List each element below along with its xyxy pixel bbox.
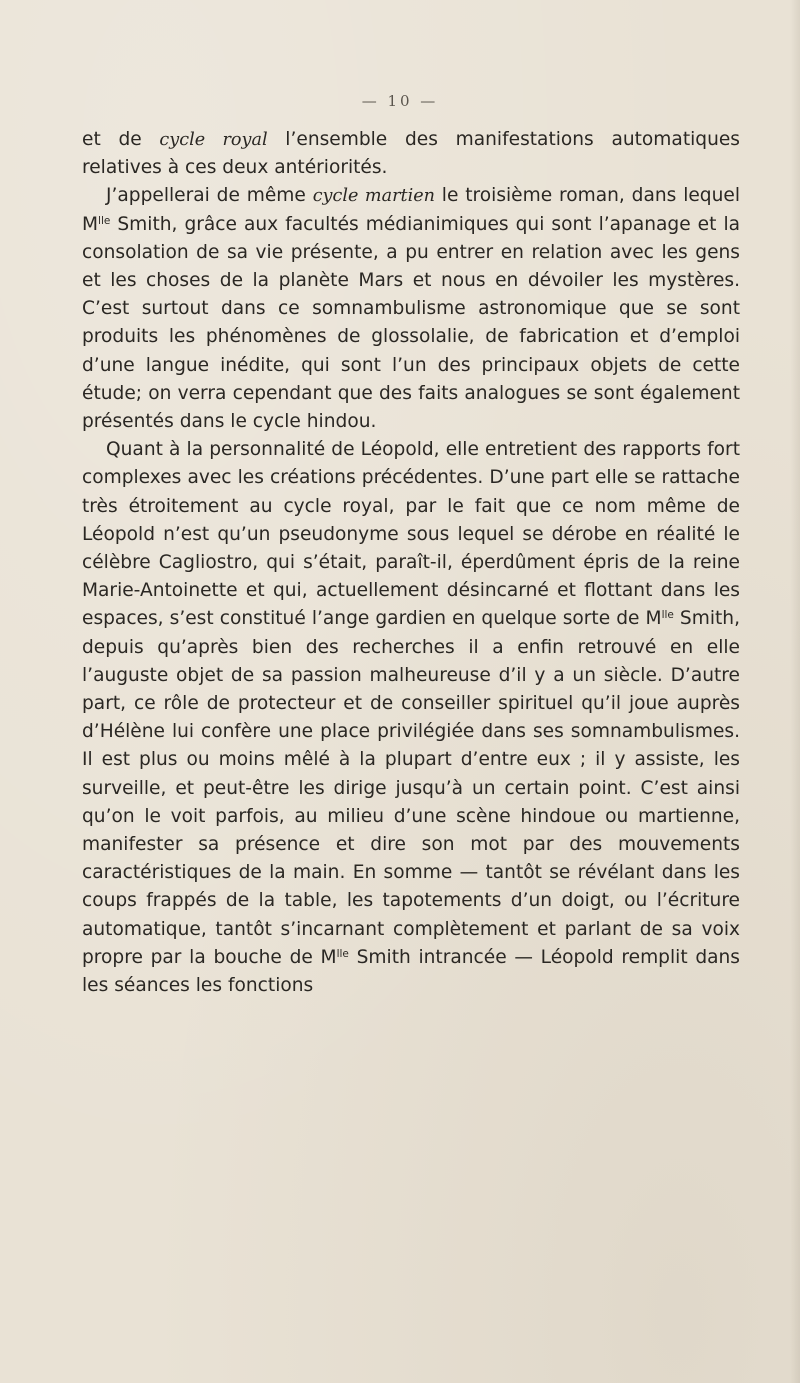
paragraph: [82, 182, 740, 436]
text-run: et de: [82, 129, 160, 150]
text-run: l’ensemble des manifestations automatiques relatives à ces deux antériorités.: [82, 129, 740, 179]
paragraph: [82, 126, 740, 182]
italic-term: cycle royal: [159, 130, 268, 150]
text-run: J’appellerai de même: [106, 185, 313, 207]
superscript-abbrev: lle: [98, 214, 111, 227]
page-edge-shadow: [790, 0, 800, 1383]
text-run: Smith intrancée — Léopold remplit dans les séances les fonctions: [82, 946, 740, 997]
superscript-abbrev: lle: [336, 947, 349, 960]
text-run: Smith, grâce aux facultés médianimiques qui sont l’apanage et la consolation de sa vie présente, a pu entrer en relation avec les gens et les choses de la planète Mars et nous en dévoiler les mystères. C’est surtout dans ce somnambulisme astronomique que se sont produits les phénomènes de glossolalie, de fabrication et d’emploi d’une langue inédite, qui sont l’un des principaux objets de cette étude; on verra cependant que des faits analogues se sont également présentés dans le cycle hindou.: [82, 213, 740, 433]
text-run: Smith, depuis qu’après bien des recherches il a enfin retrouvé en elle l’auguste objet de sa passion malheureuse d’il y a un siècle. D’autre part, ce rôle de protecteur et de conseiller spirituel qu’il joue auprès d’Hélène lui confère une place privilégiée dans ses somnambulismes. Il est plus ou moins mêlé à la plupart d’entre eux ; il y assiste, les surveille, et peut-être les dirige jusqu’à un certain point. C’est ainsi qu’on le voit parfois, au milieu d’une scène hindoue ou martienne, manifester sa présence et dire son mot par des mouvements caractéristiques de la main. En somme — tantôt se révélant dans les coups frappés de la table, les tapotements d’un doigt, ou l’écriture automatique, tantôt s’incarnant complètement et parlant de sa voix propre par la bouche de M: [82, 608, 740, 968]
page-number: — 10 —: [361, 92, 439, 110]
paragraph: [82, 436, 740, 1000]
text-run: Quant à la personnalité de Léopold, elle entretient des rapports fort complexes avec les créations précédentes. D’une part elle se rattache très étroitement au cycle royal, par le fait que ce nom même de Léopold n’est qu’un pseudonyme sous lequel se dérobe en réalité le célèbre Cagliostro, qui s’était, paraît-il, éperdûment épris de la reine Marie-Antoinette et qui, actuellement désincarné et flottant dans les espaces, s’est constitué l’ange gardien en quelque sorte de M: [82, 439, 740, 630]
text-run: le troisième roman, dans lequel M: [82, 185, 740, 235]
superscript-abbrev: lle: [661, 609, 674, 622]
body-text: [82, 126, 740, 1000]
italic-term: cycle martien: [312, 186, 435, 207]
